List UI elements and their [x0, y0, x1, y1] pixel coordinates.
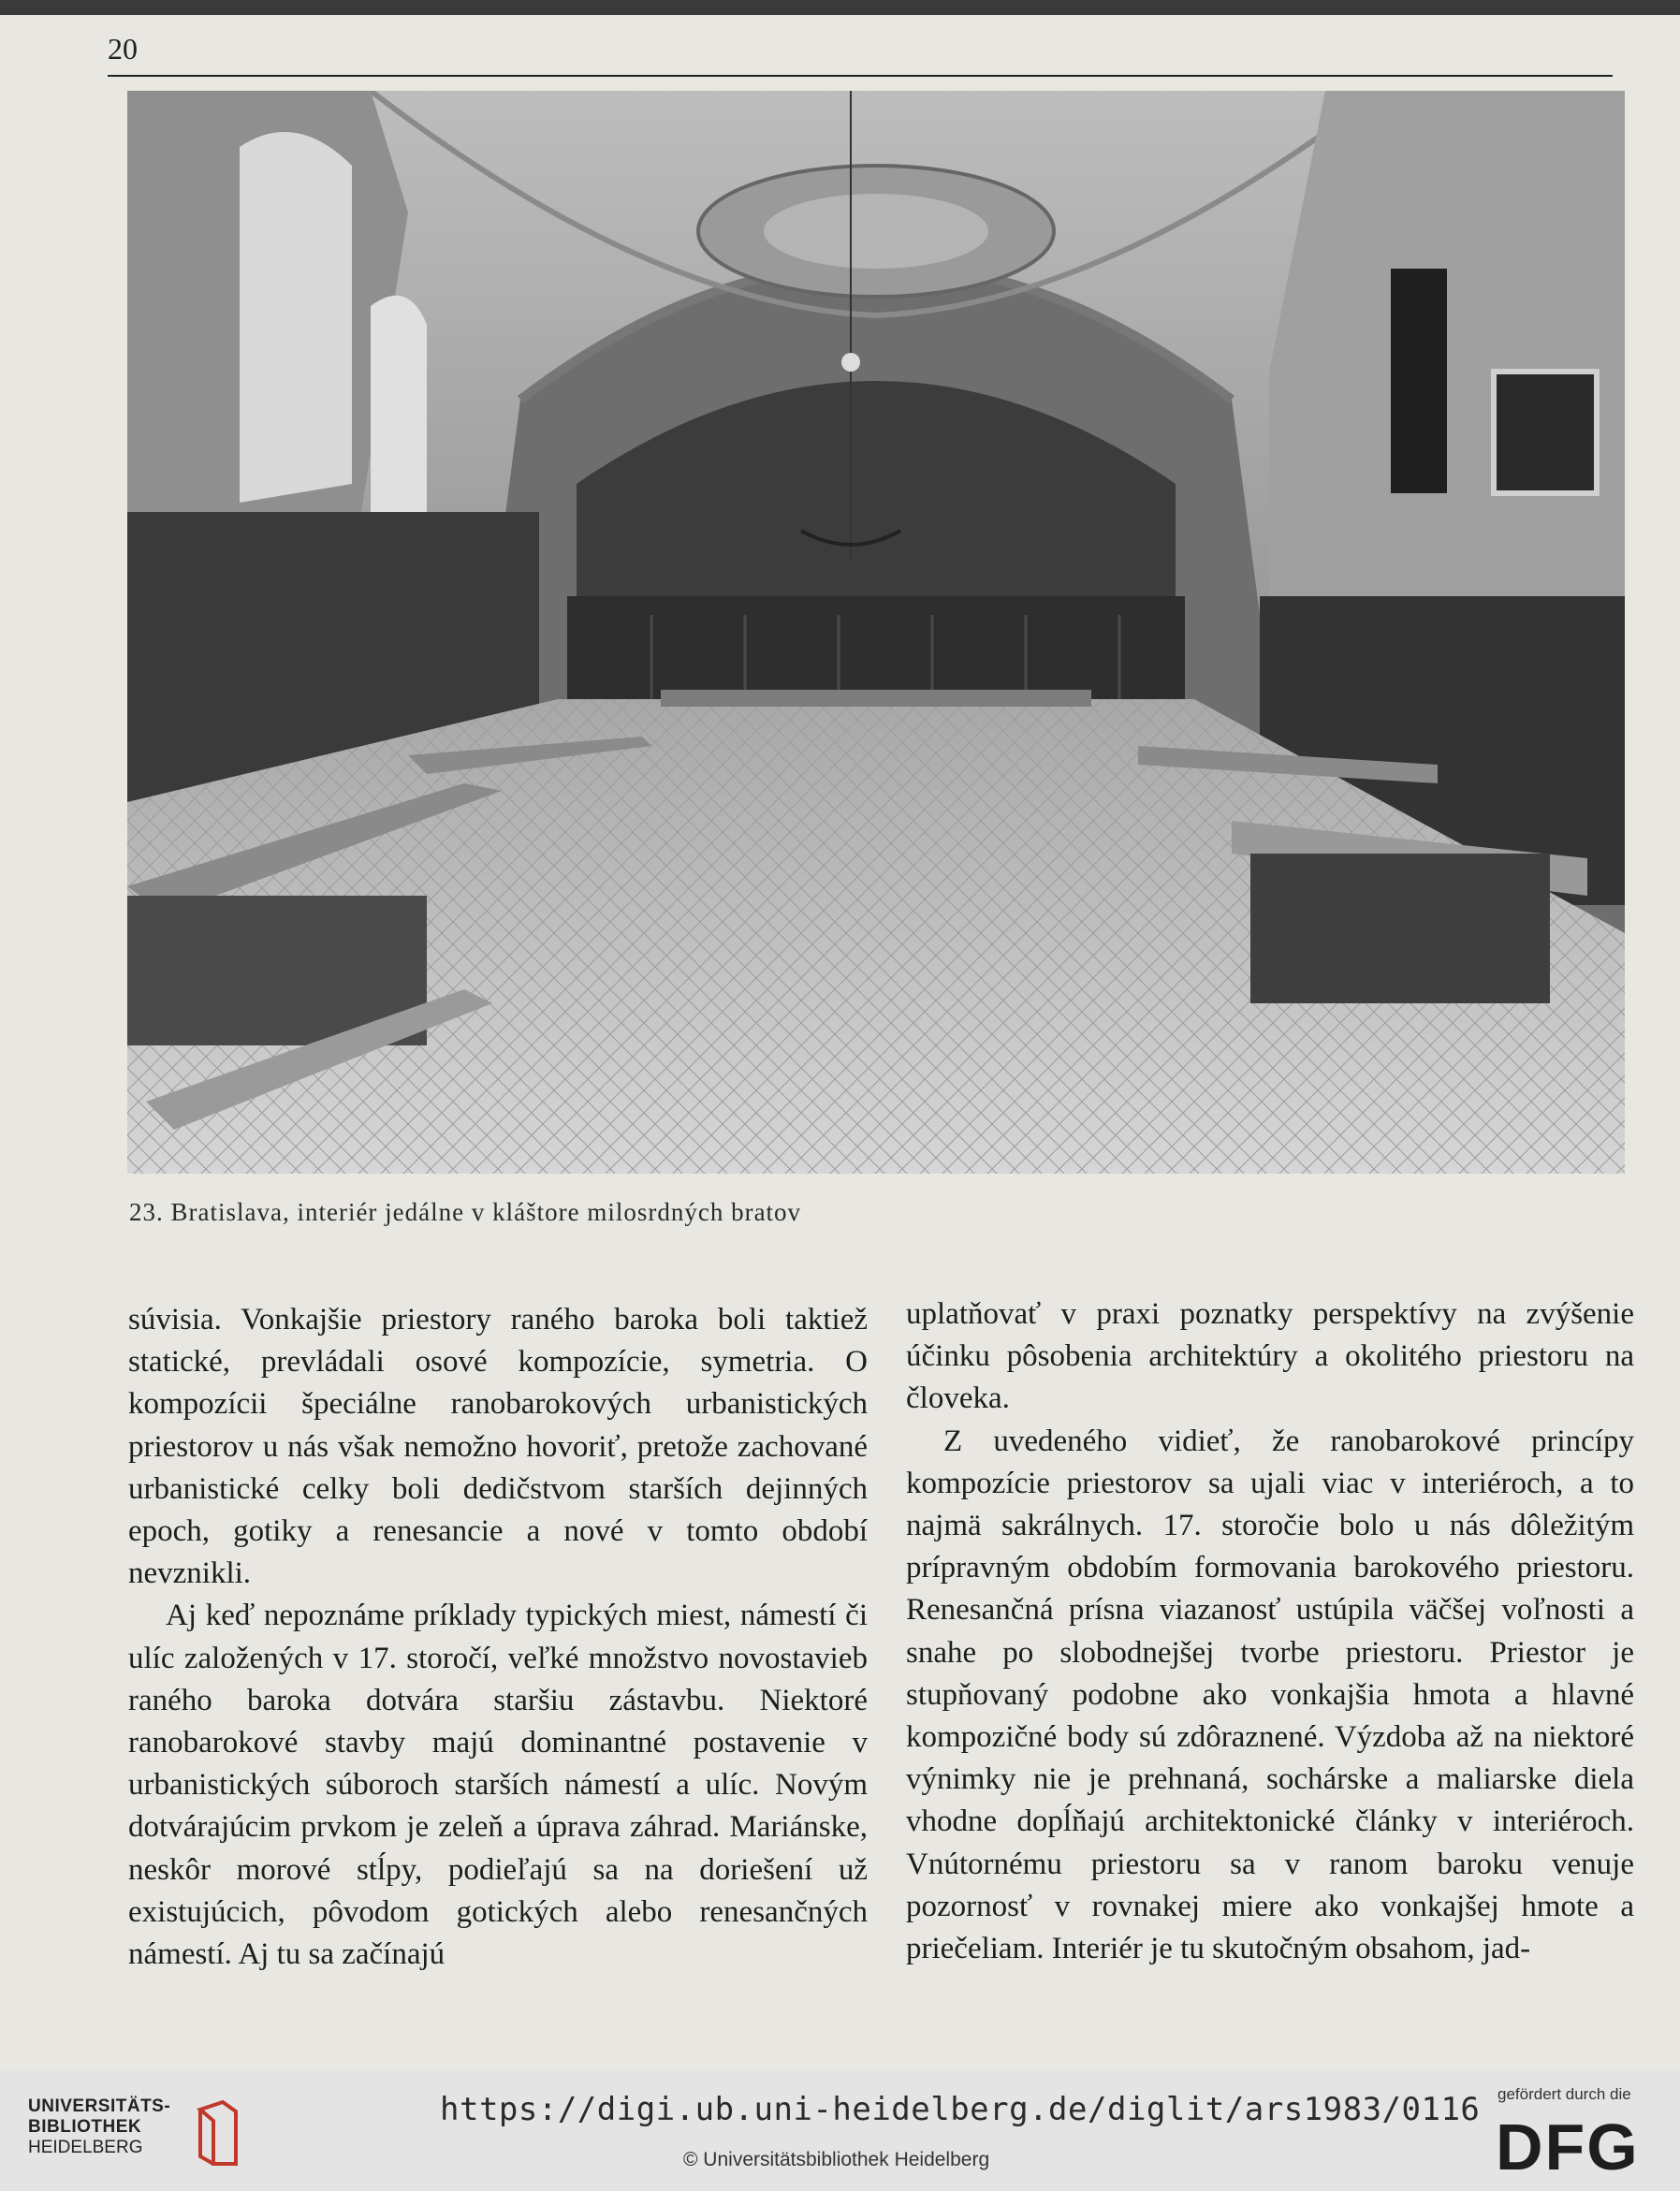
library-name-line1: UNIVERSITÄTS- [28, 2096, 171, 2116]
paragraph: Aj keď nepoznáme príklady typických miest, námestí či ulíc založených v 17. storočí, veľké množstvo novostavieb raného baroka dotvára staršiu zástavbu. Niektoré ranobarokové stavby majú dominantné postavenie v urbanistických súboroch starších námestí a ulíc. Novým dotvárajúcim prvkom je zeleň a úprava záhrad. Mariánske, neskôr morové stĺpy, podieľajú sa na doriešení už existujúcich, pôvodom gotických alebo renesančných námestí. Aj tu sa začínajú [128, 1599, 868, 1972]
refectory-photo-illustration [127, 91, 1625, 1174]
dfg-logo[interactable]: DFG [1496, 2111, 1640, 2184]
text-column-right [906, 1293, 1634, 1970]
library-emblem-icon [195, 2100, 240, 2166]
header-rule [108, 75, 1613, 77]
refectory-photograph [127, 91, 1625, 1174]
paragraph: súvisia. Vonkajšie priestory raného baroka boli taktiež statické, prevládali osové kompozície, symetria. O kompozícii špeciálne ranobarokových urbanistických priestorov u nás však nemožno hovoriť, pretože zachované urbanistické celky boli dedičstvom starších dejinných epoch, gotiky a renesancie a nové v tomto období nevznikli. [128, 1303, 868, 1591]
paragraph: Z uvedeného vidieť, že ranobarokové princípy kompozície priestorov sa ujali viac v interiéroch, a to najmä sakrálnych. 17. storočie bolo u nás dôležitým prípravným obdobím formovania barokového priestoru. Renesančná prísna viazanosť ustúpila väčšej voľnosti a snahe po slobodnejšej tvorbe priestoru. Priestor je stupňovaný podobne ako vonkajšia hmota a hlavné kompozičné body sú zdôraznené. Výzdoba až na niektoré výnimky nie je prehnaná, sochárske a maliarske diela vhodne dopĺňajú architektonické články v interiéroch. Vnútornému priestoru sa v ranom baroku venuje pozornosť v rovnakej miere ako vonkajšej hmote a priečeliam. Interiér je tu skutočným obsahom, jad- [906, 1424, 1634, 1966]
sponsor-label: gefördert durch die [1497, 2085, 1631, 2103]
copyright-notice: © Universitätsbibliothek Heidelberg [683, 2149, 990, 2170]
library-name-line2: BIBLIOTHEK [28, 2117, 142, 2137]
text-column-left [128, 1299, 868, 1976]
figure-caption: 23. Bratislava, interiér jedálne v kláštore milosrdných bratov [129, 1198, 802, 1226]
digital-library-footer [0, 2070, 1680, 2191]
permalink-url[interactable]: https://digi.ub.uni-heidelberg.de/diglit/ars1983/0116 [440, 2091, 1481, 2128]
university-library-logo[interactable] [28, 2096, 243, 2181]
paragraph: uplatňovať v praxi poznatky perspektívy na zvýšenie účinku pôsobenia architektúry a okolitého priestoru na človeka. [906, 1297, 1634, 1416]
scan-top-edge [0, 0, 1680, 15]
library-name-line3: HEIDELBERG [28, 2138, 143, 2157]
page-number: 20 [108, 32, 138, 66]
